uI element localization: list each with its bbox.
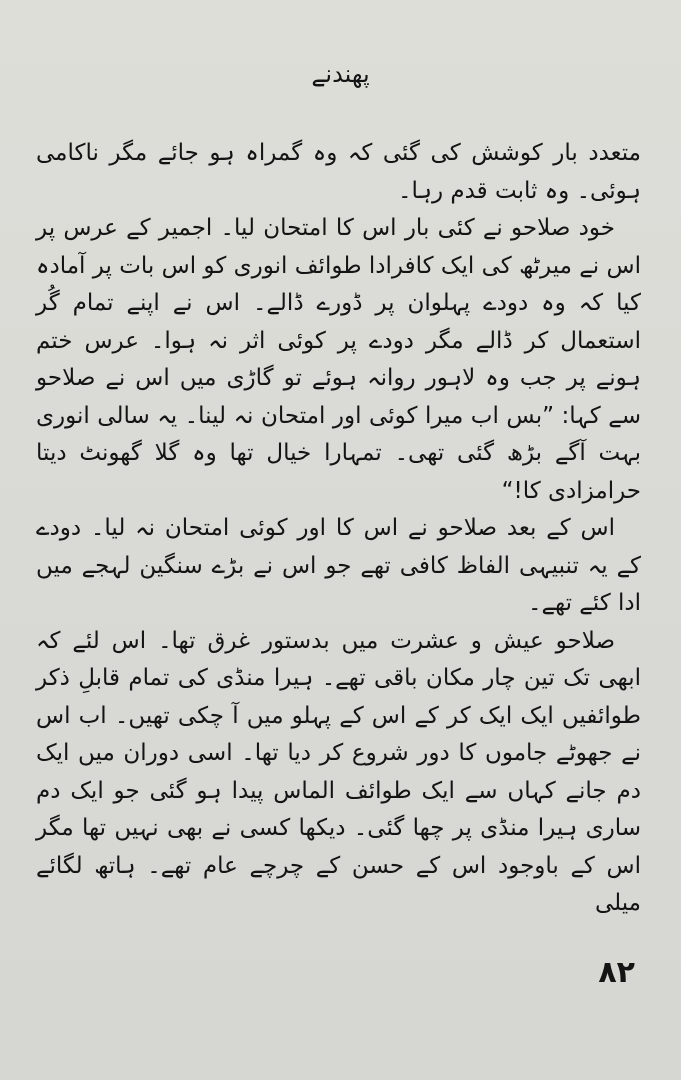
- paragraph: متعدد بار کوشش کی گئی کہ وہ گمراہ ہو جائے مگر ناکامی ہوئی۔ وہ ثابت قدم رہا۔: [36, 140, 641, 204]
- paragraph: اس کے بعد صلاحو نے اس کا اور کوئی امتحان نہ لیا۔ دودے کے یہ تنبیہی الفاظ کافی تھے جو اس نے بڑے سنگین لہجے میں ادا کئے تھے۔: [36, 515, 641, 616]
- paragraph: صلاحو عیش و عشرت میں بدستور غرق تھا۔ اس لئے کہ ابھی تک تین چار مکان باقی تھے۔ ہیرا منڈی کی تمام قابلِ ذکر طوائفیں ایک ایک کر کے اس کے پہلو میں آ چکی تھیں۔ اب اس نے جھوٹے جاموں کا دور شروع کر دیا تھا۔ اسی دوران میں ایک دم جانے کہاں سے ایک طوائف الماس پیدا ہو گئی جو ایک دم ساری ہیرا منڈی پر چھا گئی۔ دیکھا کسی نے بھی نہیں تھا مگر اس کے باوجود اس کے حسن کے چرچے عام تھے۔ ہاتھ لگائے میلی: [36, 627, 641, 916]
- page-number: ۸۲: [598, 955, 635, 990]
- body-text: [36, 135, 641, 923]
- paragraph: خود صلاحو نے کئی بار اس کا امتحان لیا۔ اجمیر کے عرس پر اس نے میرٹھ کی ایک کافرادا طوائف انوری کو اس بات پر آمادہ کیا کہ وہ دودے پہلوان پر ڈورے ڈالے۔ اس نے اپنے تمام گُر استعمال کر ڈالے مگر دودے پر کوئی اثر نہ ہوا۔ عرس ختم ہونے پر جب وہ لاہور روانہ ہوئے تو گاڑی میں اس نے صلاحو سے کہا: ”بس اب میرا کوئی اور امتحان نہ لینا۔ یہ سالی انوری بہت آگے بڑھ گئی تھی۔ تمہارا خیال تھا وہ گلا گھونٹ دیتا حرامزادی کا!“: [36, 215, 641, 504]
- running-header: پھندنے: [311, 60, 370, 88]
